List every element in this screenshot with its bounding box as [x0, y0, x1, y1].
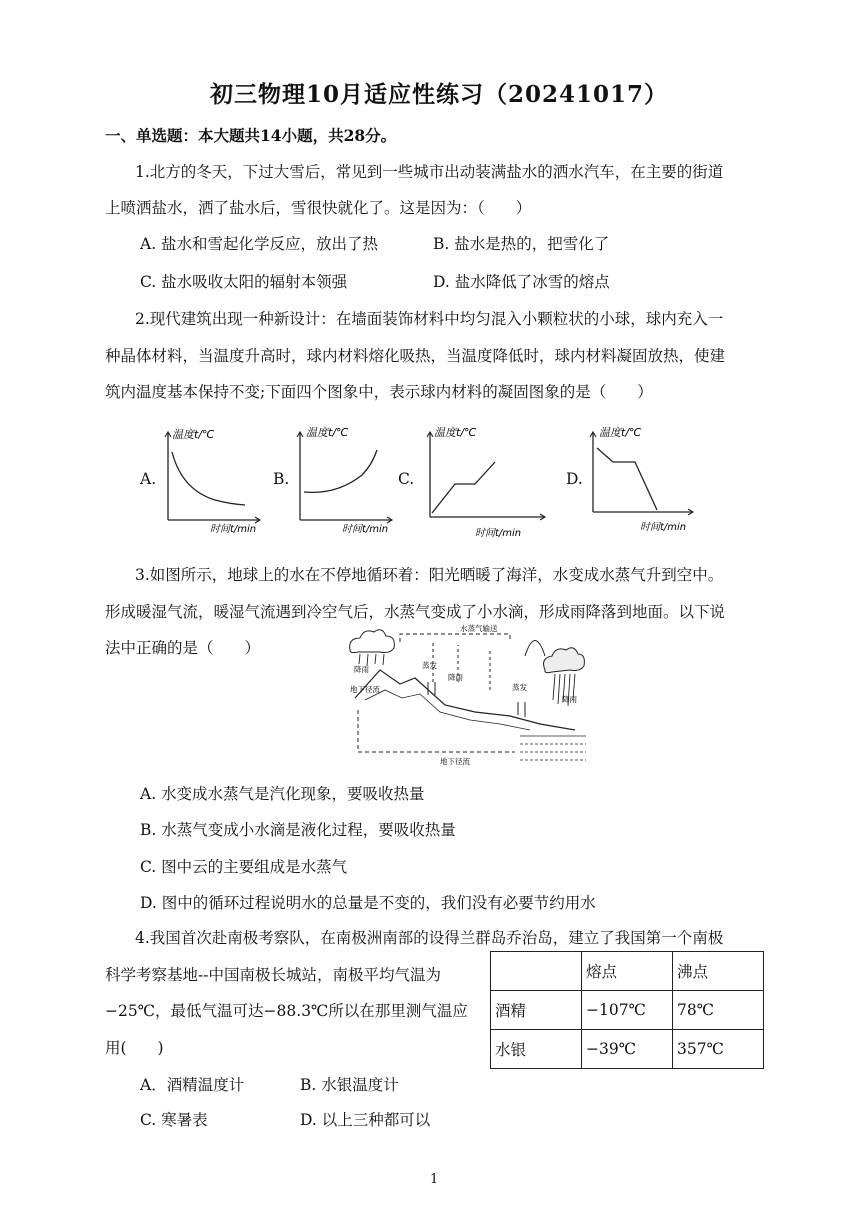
underground-runoff: [358, 710, 515, 752]
q3-stem-line1: 3.如图所示，地球上的水在不停地循环着：阳光晒暖了海洋，水变成水蒸气升到空中。: [135, 566, 724, 584]
land: [355, 670, 575, 730]
page-title: 初三物理10月适应性练习（20241017）: [210, 81, 669, 108]
water-cycle-diagram: [340, 620, 590, 778]
q4-stem-line3: −25℃，最低气温可达−88.3℃所以在那里测气温应: [105, 1002, 468, 1020]
q1-option-c: C. 盐水吸收太阳的辐射本领强: [140, 273, 348, 291]
graph-a-ylabel: 温度t/℃: [172, 428, 215, 441]
graph-d-label: D.: [566, 470, 583, 488]
table-header-cell: 沸点: [673, 952, 764, 991]
graph-a-label: A.: [140, 470, 157, 488]
q4-option-d: D. 以上三种都可以: [300, 1111, 431, 1129]
q1-option-b: B. 盐水是热的，把雪化了: [433, 235, 610, 253]
q4-stem-line2: 科学考察基地--中国南极长城站，南极平均气温为: [105, 966, 441, 984]
table-header-row: [491, 952, 764, 991]
graph-a-xlabel: 时间t/min: [210, 524, 257, 535]
table-cell: 78℃: [673, 991, 764, 1030]
left-cloud: [350, 630, 395, 653]
q1-option-d: D. 盐水降低了冰雪的熔点: [433, 273, 610, 291]
graph-c-ylabel: 温度t/℃: [434, 426, 477, 439]
graph-c-curve: [432, 462, 495, 513]
q1-stem-line2: 上喷洒盐水，洒了盐水后，雪很快就化了。这是因为：（ ）: [105, 199, 532, 217]
q2-stem-line1: 2.现代建筑出现一种新设计：在墙面装饰材料中均匀混入小颗粒状的小球，球内充入一: [135, 310, 724, 328]
label-rain-right: 降雨: [562, 695, 577, 704]
table-cell: −107℃: [582, 991, 673, 1030]
section-heading: 一、单选题：本大题共14小题，共28分。: [105, 126, 397, 145]
graph-d: [585, 420, 705, 535]
graph-b-curve: [304, 450, 377, 492]
q3-stem-line3: 法中正确的是（ ）: [105, 639, 261, 657]
q1-option-a: A. 盐水和雪起化学反应，放出了热: [140, 235, 379, 253]
table-cell: 357℃: [673, 1030, 764, 1069]
q3-option-b: B. 水蒸气变成小水滴是液化过程，要吸收热量: [140, 821, 456, 839]
graph-b-ylabel: 温度t/℃: [306, 426, 349, 439]
graph-a-curve: [172, 452, 245, 505]
graph-c-xlabel: 时间t/min: [475, 528, 522, 539]
label-rain-mid: 降雨: [448, 673, 463, 682]
label-vapor-transport: 水蒸气输送: [460, 624, 498, 633]
vapor-transport-arrow: [400, 634, 510, 642]
q2-stem-line2: 种晶体材料，当温度升高时，球内材料熔化吸热，当温度降低时，球内材料凝固放热，使建: [105, 347, 726, 365]
graph-d-curve: [597, 448, 657, 510]
label-evap-left: 蒸发: [422, 661, 437, 670]
q4-stem-line4: 用( ): [105, 1039, 164, 1057]
q3-option-c: C. 图中云的主要组成是水蒸气: [140, 858, 348, 876]
graph-c-label: C.: [398, 470, 415, 488]
graph-b-label: B.: [273, 470, 290, 488]
table-header-cell: 熔点: [582, 952, 673, 991]
label-underground-left: 地下径流: [350, 685, 380, 694]
page-number: 1: [430, 1172, 439, 1187]
q3-stem-line2: 形成暖湿气流，暖湿气流遇到冷空气后，水蒸气变成了小水滴，形成雨降落到地面。以下说: [105, 603, 726, 621]
graph-d-ylabel: 温度t/℃: [599, 426, 642, 439]
q3-option-a: A. 水变成水蒸气是汽化现象，要吸收热量: [140, 785, 425, 803]
table-header-cell: [491, 952, 582, 991]
q4-option-c: C. 寒暑表: [140, 1111, 208, 1129]
graph-d-xlabel: 时间t/min: [640, 522, 687, 533]
graph-c: [420, 420, 560, 540]
graph-a: [160, 420, 270, 535]
melting-boiling-table: [490, 951, 764, 1069]
graph-b-xlabel: 时间t/min: [342, 524, 389, 535]
table-row: [491, 1030, 764, 1069]
label-rain-left: 降雨: [354, 665, 369, 674]
graph-b: [292, 420, 402, 535]
table-cell: −39℃: [582, 1030, 673, 1069]
label-underground-bottom: 地下径流: [440, 757, 470, 766]
q4-stem-line1: 4.我国首次赴南极考察队，在南极洲南部的设得兰群岛乔治岛，建立了我国第一个南极: [135, 929, 724, 947]
q4-option-b: B. 水银温度计: [300, 1076, 399, 1094]
right-cloud: [544, 648, 585, 673]
q3-option-d: D. 图中的循环过程说明水的总量是不变的，我们没有必要节约用水: [140, 894, 596, 912]
q1-stem-line1: 1.北方的冬天，下过大雪后，常见到一些城市出动装满盐水的洒水汽车，在主要的街道: [135, 163, 724, 181]
table-cell: 水银: [491, 1030, 582, 1069]
table-cell: 酒精: [491, 991, 582, 1030]
q4-option-a: A．酒精温度计: [140, 1076, 245, 1094]
q2-stem-line3: 筑内温度基本保持不变;下面四个图象中，表示球内材料的凝固图象的是（ ）: [105, 383, 653, 401]
table-row: [491, 991, 764, 1030]
sea: [518, 732, 588, 768]
label-evap-right: 蒸发: [512, 683, 527, 692]
